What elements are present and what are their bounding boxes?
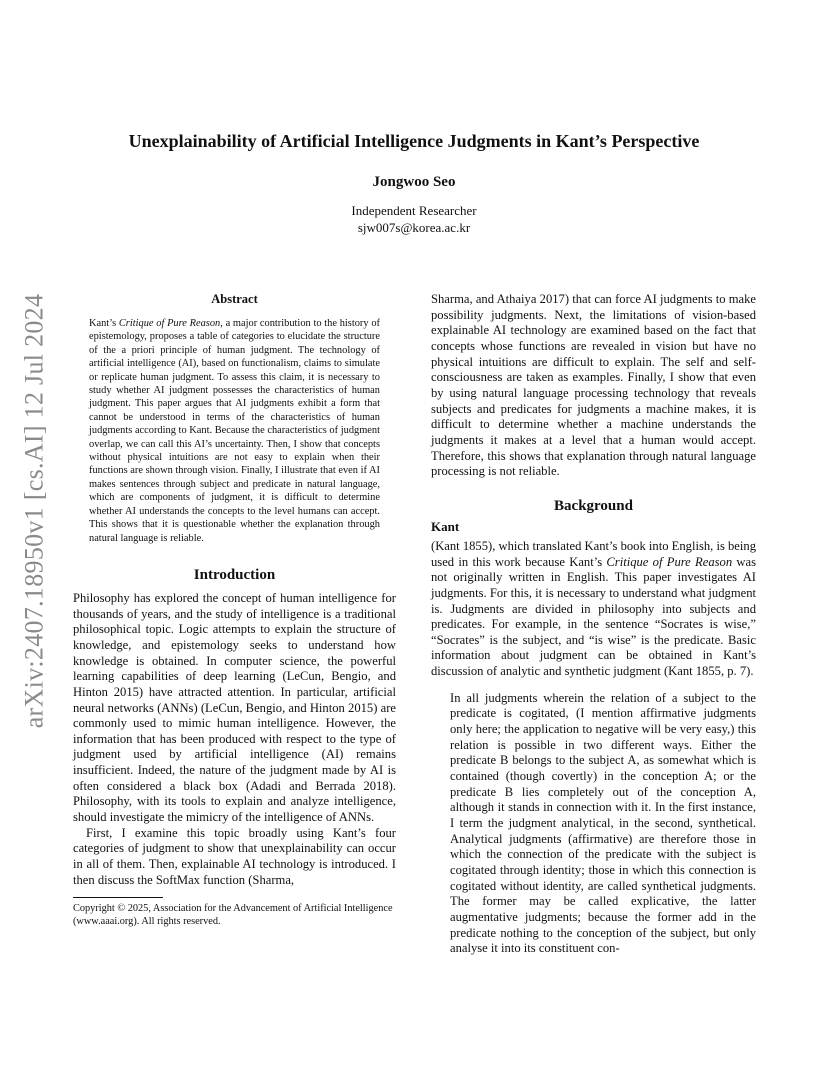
kant-subheading: Kant (431, 518, 460, 534)
arxiv-identifier-text: arXiv:2407.18950v1 [cs.AI] 12 Jul 2024 (19, 293, 49, 729)
introduction-paragraph-1: Philosophy has explored the concept of human intelligence for thousands of years, and the study of intelligence is a traditional philosophical topic. Logic attempts to explain the structure of knowledge, and epistemology seeks to understand how knowledge is obtained. In computer science, the powerful learning capabilities of deep learning (LeCun, Bengio, and Hinton 2015) have attracted attention. In particular, artificial neural networks (ANNs) (LeCun, Bengio, and Hinton 2015) are commonly used to mimic human intelligence. However, the information that has been produced with respect to the type of judgment used by artificial intelligence (AI) remains insufficient. Indeed, the nature of the judgment made by AI is often considered a black box (Adadi and Berrada 2018). Philosophy, with its tools to explain and analyze intelligence, should investigate the mimicry of the intelligence of ANNs. (73, 590, 396, 825)
abstract-text-part: , a major contribution to the history of epistemology, proposes a table of categories to elucidate the structure of the a priori principle of human judgment. The technology of artificial intelligence (AI), based on functionalism, claims to simulate or replicate human judgment. To assess this claim, it is necessary to study whether AI judgment possesses the characteristics of human judgment. This paper argues that AI judgments exhibit a form that cannot be understood in terms of the characteristics of human judgments according to Kant. Because the characteristics of judgment overlap, we can call this AI’s uncertainty. Then, I show that concepts without physical intuitions are not easy to explain when their functions are shown through vision. Finally, I illustrate that even if AI makes sentences through subject and predicate in natural language, which are components of judgment, it is difficult to determine whether AI understands the concepts to the level humans can accept. This shows that it is questionable whether the explanation through natural language is reliable. (89, 318, 380, 544)
background-text-part: (Kant 1855), which translated Kant’s book into English, is being used in this work because Kant’s (431, 538, 756, 569)
abstract-text-part: Kant’s (89, 318, 119, 329)
right-column (431, 292, 756, 957)
background-book-title: Critique of Pure Reason (606, 554, 733, 569)
author-email: sjw007s@korea.ac.kr (357, 220, 471, 235)
abstract-text (89, 317, 380, 545)
kant-block-quote: In all judgments wherein the relation of a subject to the predicate is cogitated, (I mention affirmative judgments only here; the application to negative will be very easy,) this relation is possible in two different ways. Either the predicate B belongs to the subject A, as somewhat which is contained (though covertly) in the conception A; or the predicate B lies completely out of the conception A, although it stands in connection with it. In the first instance, I term the judgment analytical, in the second, synthetical. Analytical judgments (affirmative) are therefore those in which the connection of the predicate with the subject is cogitated through identity; those in which this connection is cogitated without identity, are called synthetical judgments. The former may be called explicative, the latter augmentative judgments; because the former add in the predicate nothing to the conception of the subject, but only analyse it into its constituent con- (450, 690, 756, 956)
author-affiliation-block (72, 202, 756, 236)
abstract-heading: Abstract (211, 292, 258, 306)
introduction-paragraph-2: First, I examine this topic broadly using Kant’s four categories of judgment to show that unexplainability can occur in all of them. Then, explainable AI technology is introduced. I then discuss the SoftMax function (Sharma, (73, 825, 396, 887)
author-name: Jongwoo Seo (372, 174, 456, 190)
introduction-heading: Introduction (193, 566, 276, 583)
background-paragraph-1 (431, 539, 756, 680)
introduction-paragraph-2-continued: Sharma, and Athaiya 2017) that can force AI judgments to make possibility judgments. Next, the limitations of vision-based explainable AI technology are examined based on the fact that concepts whose functions are revealed in vision but have no physical intuitions are difficult to explain. The self and self-consciousness are taken as examples. Finally, I show that even by using natural language processing technology that reveals subjects and predicates for judgments a machine makes, it is difficult to determine whether a machine understands the judgments it makes at a level that a human would accept. Therefore, this shows that explanation through natural language processing is not reliable. (431, 292, 756, 479)
background-heading: Background (554, 497, 633, 514)
background-text-part: was not originally written in English. This paper investigates AI judgments. For this, it is necessary to understand what judgment is. Judgments are divided in philosophy into subjects and predicates. For example, in the sentence “Socrates is wise,” “Socrates” is the subject, and “is wise” is the predicate. Basic information about judgment can be obtained in Kant’s discussion of analytic and synthetic judgment (Kant 1855, p. 7). (431, 554, 756, 679)
arxiv-identifier (12, 293, 56, 729)
abstract-book-title: Critique of Pure Reason (118, 318, 221, 329)
left-column (73, 292, 396, 928)
copyright-notice: Copyright © 2025, Association for the Advancement of Artificial Intelligence (www.aaai.org). All rights reserved. (73, 903, 393, 928)
footnote-rule (73, 897, 163, 898)
affiliation: Independent Researcher (351, 203, 477, 218)
paper-title: Unexplainability of Artificial Intelligence Judgments in Kant’s Perspective (128, 131, 700, 151)
